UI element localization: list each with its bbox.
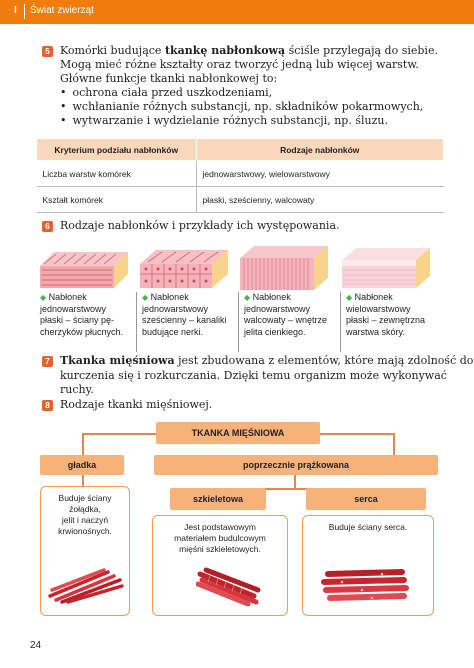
caption-line: płaski – zewnętrzna bbox=[346, 315, 426, 325]
functions-list bbox=[60, 86, 423, 128]
caption-line: jednowarstwowy bbox=[40, 303, 107, 314]
epithelium-criteria-table bbox=[36, 138, 444, 213]
columnar-illustration bbox=[240, 244, 328, 292]
table-row bbox=[37, 187, 444, 213]
description-line: materiałem budulcowym bbox=[174, 533, 266, 543]
table-cell: Liczba warstw komórek bbox=[37, 161, 197, 187]
section-8-text: Rodzaje tkanki mięśniowej. bbox=[60, 398, 213, 411]
caption-cuboidal bbox=[142, 292, 238, 338]
caption-divider bbox=[340, 292, 341, 352]
table-cell: jednowarstwowy, wielowarstwowy bbox=[196, 161, 444, 187]
section-7-line-2: kurczenia się i rozkurczania. Dzięki temu organizm może wykonywać ruchy. bbox=[60, 369, 447, 396]
section-7-term: Tkanka mięśniowa bbox=[60, 354, 175, 367]
table-row bbox=[37, 161, 444, 187]
section-7-text-rest: jest zbudowana z elementów, które mają zdolność do bbox=[174, 354, 474, 367]
section-5-line-2: Mogą mieć różne kształty oraz tworzyć jedną lub więcej warstw. bbox=[60, 58, 419, 71]
list-item: • ochrona ciała przed uszkodzeniami, bbox=[60, 86, 423, 100]
table-header: Rodzaje nabłonków bbox=[196, 139, 444, 161]
description-line: krwionośnych. bbox=[58, 526, 112, 536]
striated-muscle-box: poprzecznie prążkowana bbox=[154, 455, 438, 475]
stratified-squamous-illustration bbox=[342, 244, 430, 292]
table-cell: płaski, sześcienny, walcowaty bbox=[196, 187, 444, 213]
description-line: Buduje ściany serca. bbox=[328, 522, 408, 532]
smooth-muscle-illustration bbox=[48, 566, 124, 604]
table-header-row bbox=[37, 139, 444, 161]
caption-divider bbox=[136, 292, 137, 352]
caption-line: jednowarstwowy bbox=[244, 303, 311, 314]
caption-line: cherzyków płucnych. bbox=[40, 326, 124, 337]
table-cell: Kształt komórek bbox=[37, 187, 197, 213]
squamous-simple-illustration bbox=[40, 244, 128, 292]
caption-line: warstwa skóry. bbox=[346, 326, 405, 337]
diamond-bullet-icon: ◆ bbox=[346, 293, 353, 302]
description-line: mięśni szkieletowych. bbox=[179, 544, 261, 554]
table-header: Kryterium podziału nabłonków bbox=[37, 139, 197, 161]
connector-line bbox=[294, 475, 296, 488]
description-line: żołądka, bbox=[69, 504, 101, 514]
caption-line: Nabłonek bbox=[354, 292, 393, 302]
caption-line: jednowarstwowy bbox=[142, 303, 209, 314]
description-line: Jest podstawowym bbox=[184, 522, 256, 532]
section-5-text-pre: Komórki budujące bbox=[60, 44, 165, 57]
cuboidal-illustration bbox=[140, 244, 228, 292]
caption-line: Nabłonek bbox=[48, 292, 87, 302]
connector-line bbox=[82, 433, 84, 455]
smooth-muscle-box: gładka bbox=[40, 455, 124, 475]
caption-line: budujące nerki. bbox=[142, 326, 204, 337]
description-line: Buduje ściany bbox=[58, 493, 112, 503]
chapter-number: I bbox=[14, 5, 17, 16]
section-6-badge: 6 bbox=[42, 221, 53, 232]
section-7-line-1 bbox=[60, 354, 473, 368]
chapter-title: Świat zwierząt bbox=[30, 5, 94, 16]
section-5-line-1 bbox=[60, 44, 438, 58]
diamond-bullet-icon: ◆ bbox=[244, 293, 251, 302]
caption-stratified bbox=[346, 292, 442, 338]
caption-line: jelita cienkiego. bbox=[244, 326, 306, 337]
section-5-line-3: Główne funkcje tkanki nabłonkowej to: bbox=[60, 72, 278, 85]
caption-line: wielowarstwowy bbox=[346, 303, 411, 314]
section-5-text-rest: ściśle przylegają do siebie. bbox=[285, 44, 438, 57]
cardiac-muscle-illustration bbox=[318, 562, 412, 606]
connector-line bbox=[320, 433, 393, 435]
caption-line: Nabłonek bbox=[252, 292, 291, 302]
section-6-text: Rodzaje nabłonków i przykłady ich występowania. bbox=[60, 219, 340, 232]
connector-line bbox=[82, 433, 156, 435]
list-item: • wytwarzanie i wydzielanie różnych substancji, np. śluzu. bbox=[60, 114, 423, 128]
skeletal-muscle-box: szkieletowa bbox=[170, 488, 266, 510]
caption-columnar bbox=[244, 292, 340, 338]
description-line: jelit i naczyń bbox=[61, 515, 109, 525]
skeletal-muscle-illustration bbox=[196, 566, 262, 606]
caption-line: walcowaty – wnętrze bbox=[244, 315, 328, 325]
section-8-badge: 8 bbox=[42, 400, 53, 411]
connector-line bbox=[393, 433, 395, 455]
caption-line: sześcienny – kanaliki bbox=[142, 315, 227, 325]
header-divider bbox=[24, 4, 25, 19]
section-5-term: tkankę nabłonkową bbox=[164, 44, 286, 57]
section-5-badge: 5 bbox=[42, 46, 53, 57]
list-item: • wchłanianie różnych substancji, np. składników pokarmowych, bbox=[60, 100, 423, 114]
diamond-bullet-icon: ◆ bbox=[142, 293, 149, 302]
section-7-badge: 7 bbox=[42, 356, 53, 367]
caption-line: płaski – ściany pę- bbox=[40, 315, 115, 325]
cardiac-muscle-box: serca bbox=[306, 488, 426, 510]
page-number: 24 bbox=[30, 640, 42, 651]
caption-line: Nabłonek bbox=[150, 292, 189, 302]
header-bar bbox=[0, 0, 474, 24]
caption-divider bbox=[238, 292, 239, 352]
muscle-root-box: TKANKA MIĘŚNIOWA bbox=[156, 422, 320, 444]
caption-simple-squamous bbox=[40, 292, 136, 338]
diamond-bullet-icon: ◆ bbox=[40, 293, 47, 302]
